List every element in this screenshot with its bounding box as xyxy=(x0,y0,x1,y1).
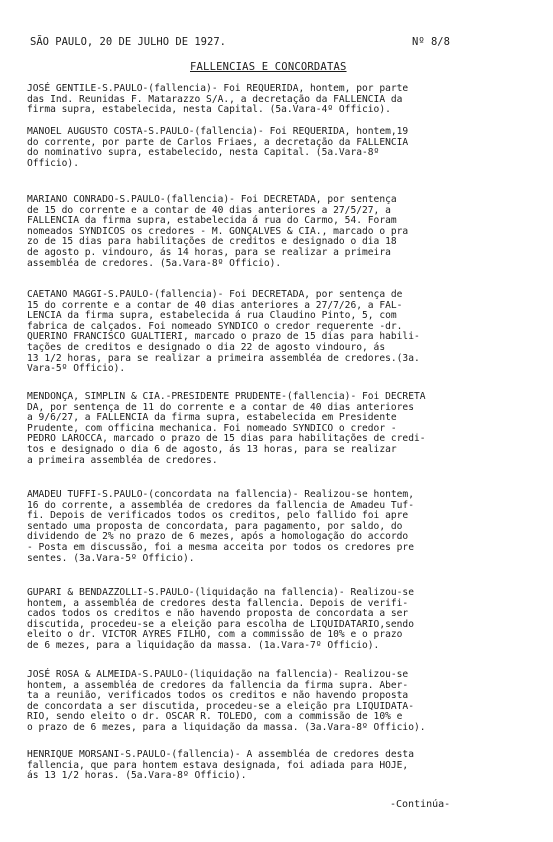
entry-line: o prazo de 6 mezes, para a liquidação da massa. (3a.Vara-8º Officio). xyxy=(27,721,426,733)
entry-block xyxy=(27,490,539,564)
entry-block xyxy=(27,84,539,116)
entry-line: DA, por sentença de 11 do corrente e a contar de 40 dias anteriores xyxy=(27,401,414,413)
entry-line: discutida, procedeu-se a eleição para escolha de LIQUIDATARIO,sendo xyxy=(27,618,414,630)
entry-line: Vara-5º Officio). xyxy=(27,363,126,375)
place-date: SÃO PAULO, 20 DE JULHO DE 1927. xyxy=(30,36,226,48)
entry-line: 15 do corrente e a contar de 40 dias anteriores a 27/7/26, a FAL- xyxy=(27,299,403,311)
entry-line: hontem, a assembléa de credores da fallencia da firma supra. Aber- xyxy=(27,679,409,691)
entry-line: dividendo de 2% no prazo de 6 mezes, após a homologação do accordo xyxy=(27,531,409,543)
entry-line: FALLENCIA da firma supra, estabelecida á rua do Carmo, 54. Foram xyxy=(27,215,397,227)
entry-block xyxy=(27,392,539,466)
entry-line: das Ind. Reunidas F. Matarazzo S/A., a decretação da FALLENCIA da xyxy=(27,93,403,105)
entry-line: nomeados SYNDICOS os credores - M. GONÇALVES & CIA., marcado o pra xyxy=(27,225,409,237)
entry-line: tações de creditos e designado o dia 22 de agosto vindouro, ás xyxy=(27,341,386,353)
entry-line: HENRIQUE MORSANI-S.PAULO-(fallencia)- A assembléa de credores desta xyxy=(27,749,414,760)
entry-line: zo de 15 dias para habilitações de creditos e designado o dia 18 xyxy=(27,236,397,248)
entry-line: sentes. (3a.Vara-5º Officio). xyxy=(27,552,195,564)
entry-line: Officio). xyxy=(27,157,79,169)
entry-line: LENCIA da firma supra, estabelecida á rua Claudino Pinto, 5, com xyxy=(27,310,397,322)
entry-block xyxy=(27,588,539,652)
entry-line: ta a reunião, verificados todos os creditos e não havendo proposta xyxy=(27,690,409,702)
entry-line: 16 do corrente, a assembléa de credores da fallencia de Amadeu Tuf- xyxy=(27,499,414,511)
entry-line: QUERINO FRANCISCO GUALTIERI, marcado o prazo de 15 dias para habili- xyxy=(27,331,420,343)
entry-line: MARIANO CONRADO-S.PAULO-(fallencia)- Foi DECRETADA, por sentença xyxy=(27,194,397,205)
entry-line: PEDRO LAROCCA, marcado o prazo de 15 dias para habilitações de credi- xyxy=(27,433,426,445)
entry-line: ás 13 1/2 horas. (5a.Vara-8º Officio). xyxy=(27,770,247,782)
entry-block xyxy=(27,750,539,782)
entry-line: - Posta em discussão, foi a mesma acceita por todos os credores pre xyxy=(27,541,414,553)
entry-line: 13 1/2 horas, para se realizar a primeira assembléa de credores.(3a. xyxy=(27,352,420,364)
entry-line: cados todos os creditos e não havendo proposta de concordata a ser xyxy=(27,608,409,620)
entry-line: fabrica de calçados. Foi nomeado SYNDICO o credor requerente -dr. xyxy=(27,320,403,332)
entry-line: eleito o dr. VICTOR AYRES FILHO, com a commissão de 10% e o prazo xyxy=(27,629,403,641)
entry-line: a primeira assembléa de credores. xyxy=(27,454,218,466)
entry-line: MANOEL AUGUSTO COSTA-S.PAULO-(fallencia)- Foi REQUERIDA, hontem,19 xyxy=(27,126,409,137)
entry-line: firma supra, estabelecida, nesta Capital. (5a.Vara-4º Officio). xyxy=(27,104,391,116)
entry-line: a 9/6/27, a FALLENCIA da firma supra, estabelecida em Presidente xyxy=(27,412,397,424)
entry-line: hontem, a assembléa de credores desta fallencia. Depois de verifi- xyxy=(27,597,409,609)
entry-line: JOSÉ ROSA & ALMEIDA-S.PAULO-(liquidação na fallencia)- Realizou-se xyxy=(27,669,409,680)
entry-line: tos e designado o dia 6 de agosto, ás 13 horas, para se realizar xyxy=(27,443,397,455)
entry-line: do nominativo supra, estabelecido, nesta Capital. (5a.Vara-8º xyxy=(27,147,380,159)
entry-line: GUPARI & BENDAZZOLLI-S.PAULO-(liquidação na fallencia)- Realizou-se xyxy=(27,587,414,598)
entry-block xyxy=(27,127,539,169)
entry-line: do corrente, por parte de Carlos Friaes, a decretação da FALLENCIA xyxy=(27,136,409,148)
entry-line: Prudente, com officina mechanica. Foi nomeado SYNDICO o credor - xyxy=(27,422,397,434)
entry-block xyxy=(27,195,539,269)
entry-line: AMADEU TUFFI-S.PAULO-(concordata na fallencia)- Realizou-se hontem, xyxy=(27,489,414,500)
entry-line: JOSÉ GENTILE-S.PAULO-(fallencia)- Foi REQUERIDA, hontem, por parte xyxy=(27,83,409,94)
continuation-note: -Continúa- xyxy=(390,799,451,810)
entry-line: fallencia, que para hontem estava designada, foi adiada para HOJE, xyxy=(27,759,409,771)
entry-line: de agosto p. vindouro, ás 14 horas, para se realizar a primeira xyxy=(27,246,391,258)
entry-line: assembléa de credores. (5a.Vara-8º Officio). xyxy=(27,257,282,269)
bulletin-number: Nº 8/8 xyxy=(412,36,450,48)
entry-line: RIO, sendo eleito o dr. OSCAR R. TOLEDO, com a commissão de 10% e xyxy=(27,711,403,723)
section-title: FALLENCIAS E CONCORDATAS xyxy=(190,61,347,73)
entry-line: CAETANO MAGGI-S.PAULO-(fallencia)- Foi DECRETADA, por sentença de xyxy=(27,289,403,300)
entry-line: sentado uma proposta de concordata, para pagamento, por saldo, do xyxy=(27,520,403,532)
entry-line: de 6 mezes, para a liquidação da massa. (1a.Vara-7º Officio). xyxy=(27,639,380,651)
entry-line: fi. Depois de verificados todos os creditos, pelo fallido foi apre xyxy=(27,510,409,522)
entry-line: de 15 do corrente e a contar de 40 dias anteriores a 27/5/27, a xyxy=(27,204,391,216)
entry-line: MENDONÇA, SIMPLIN & CIA.-PRESIDENTE PRUDENTE-(fallencia)- Foi DECRETA xyxy=(27,391,426,402)
entry-line: de concordata a ser discutida, procedeu-se a eleição pra LIQUIDATA- xyxy=(27,700,414,712)
entry-block xyxy=(27,290,539,375)
entry-block xyxy=(27,670,539,734)
